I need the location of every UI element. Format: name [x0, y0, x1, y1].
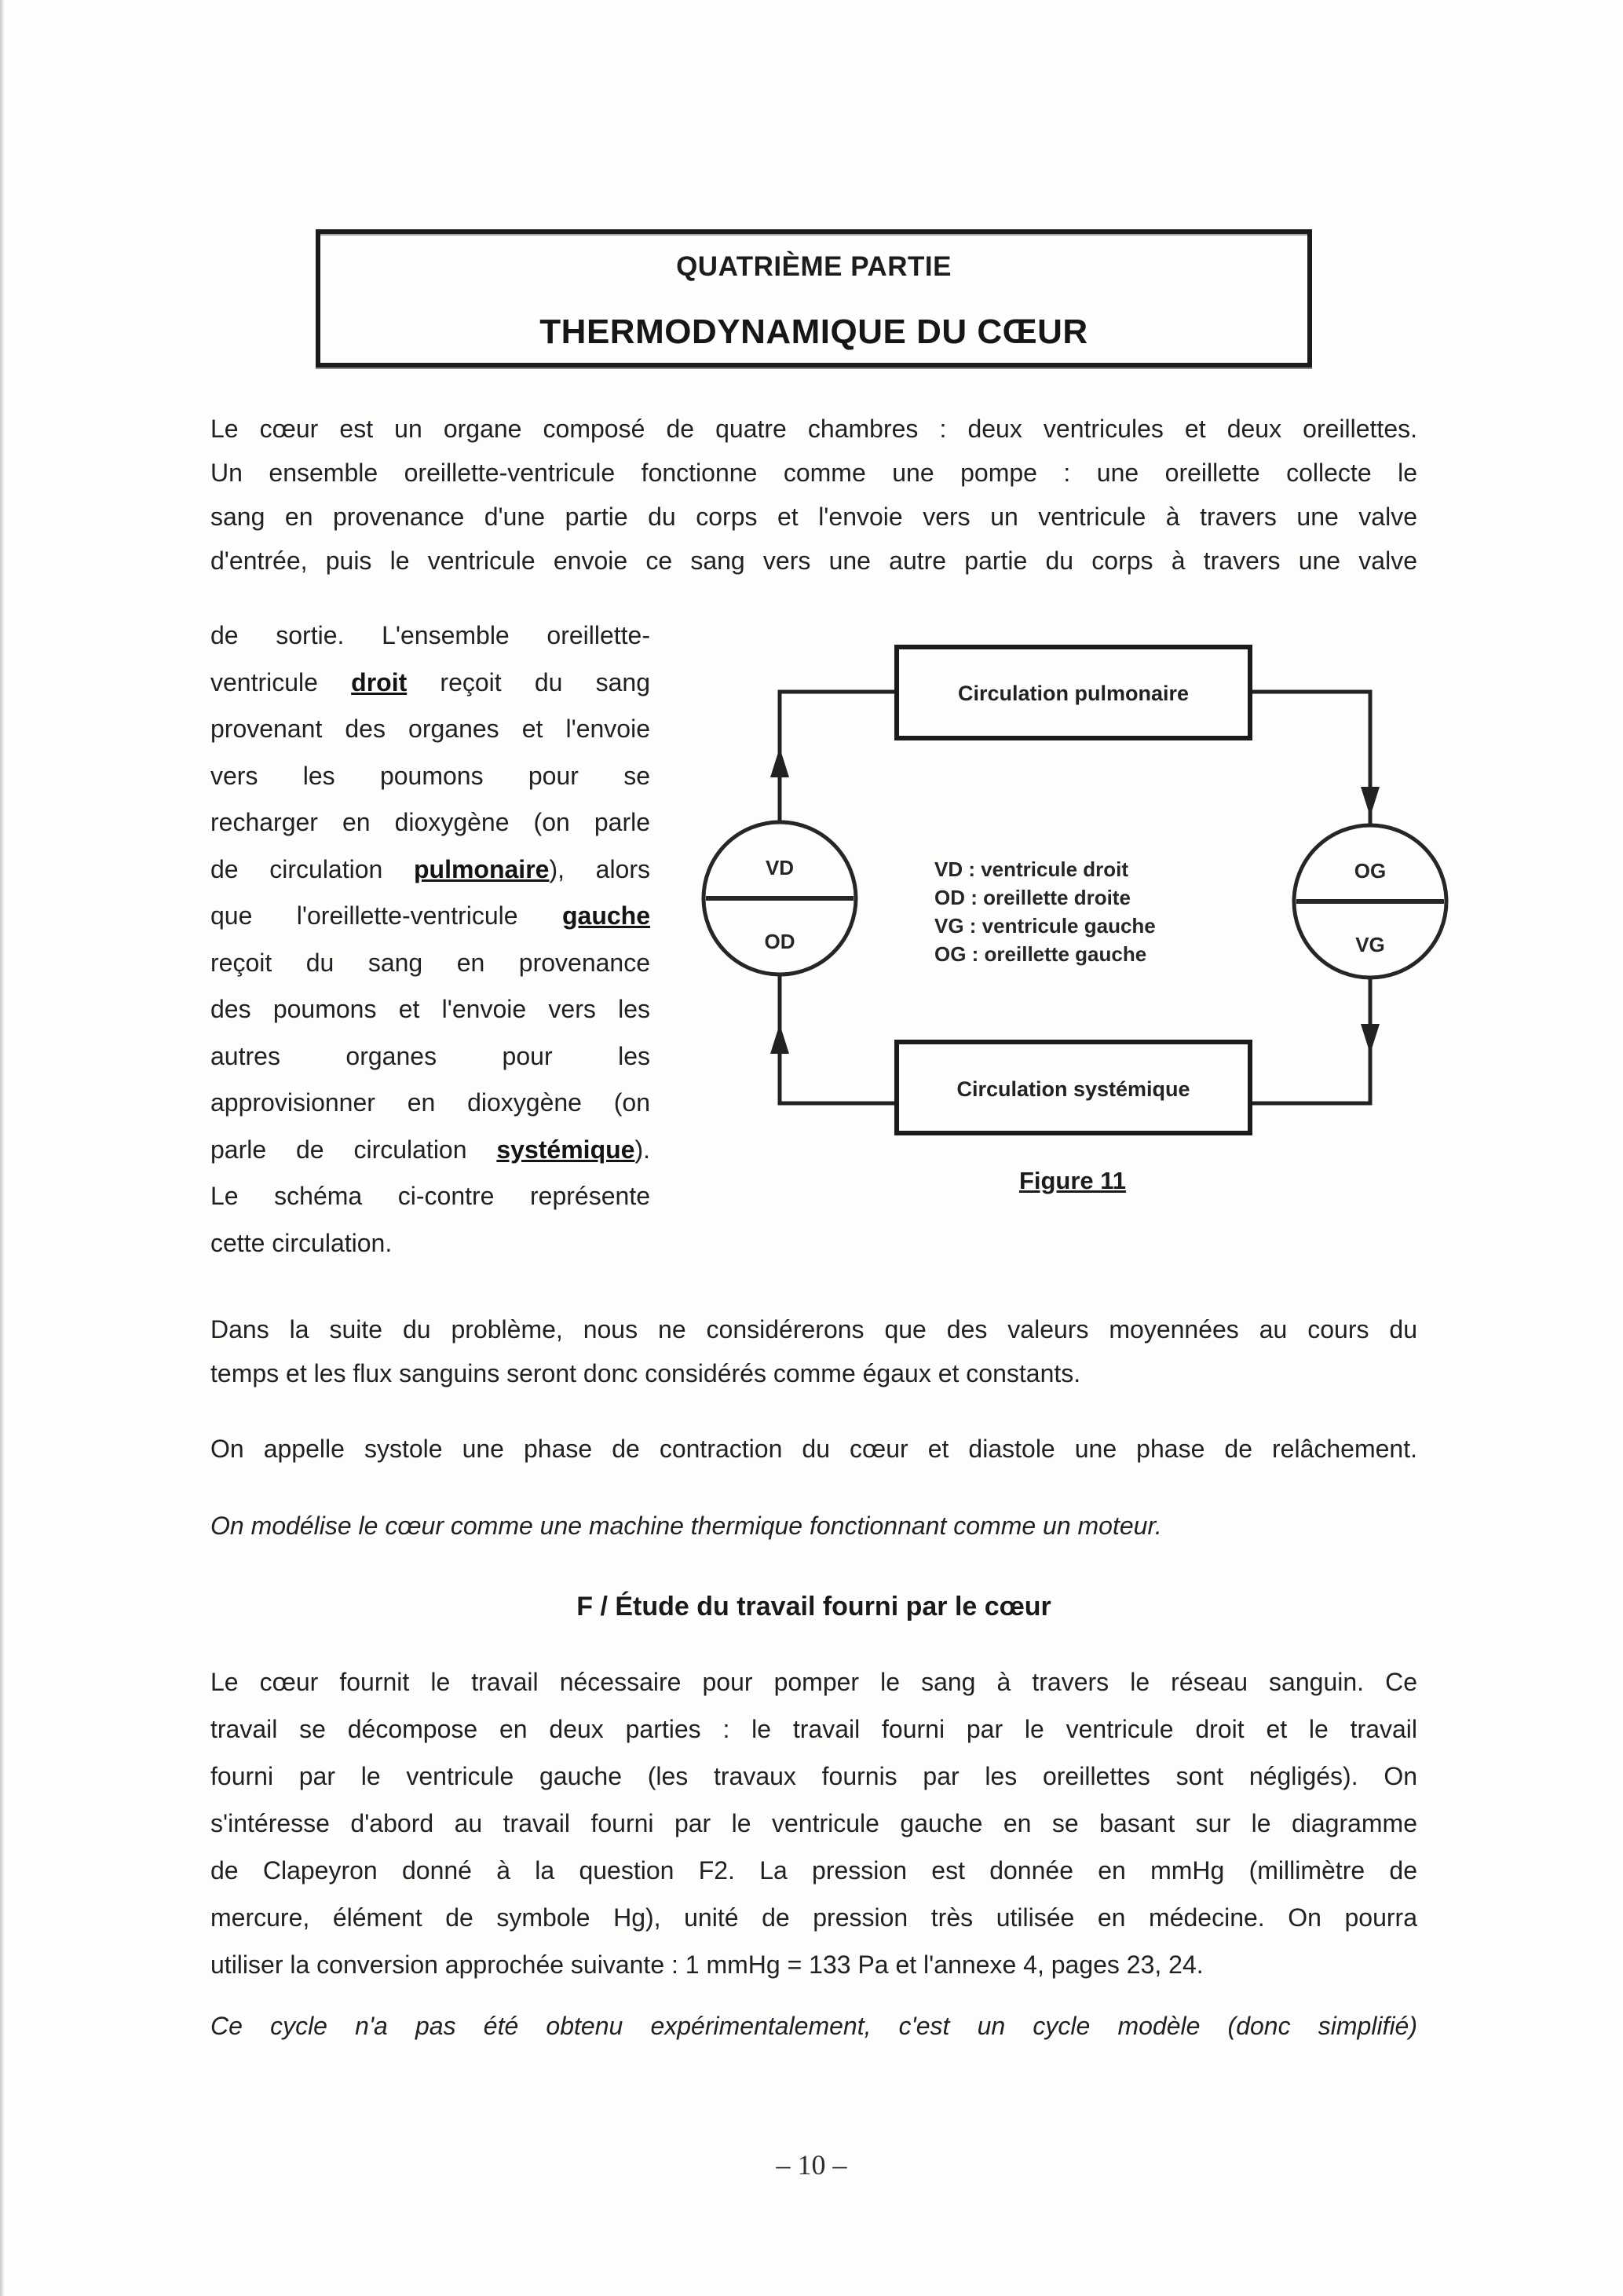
connector-vg-to-systemic — [1250, 978, 1370, 1103]
text-line: travail se décompose en deux parties : le travail fourni par le ventricule droit et le travail — [210, 1715, 1417, 1743]
text-line: des poumons et l'envoie vers les — [210, 995, 650, 1023]
underlined-word-droit: droit — [351, 667, 408, 696]
text-line: temps et les flux sanguins seront donc considérés comme égaux et constants. — [210, 1359, 1081, 1387]
text-line: approvisionner en dioxygène (on — [210, 1088, 650, 1117]
legend-line-og: OG : oreillette gauche — [934, 942, 1147, 966]
text-line: provenant des organes et l'envoie — [210, 715, 650, 743]
text-line: On modélise le cœur comme une machine thermique fonctionnant comme un moteur. — [210, 1512, 1162, 1540]
paragraph-model-cycle — [210, 2002, 1417, 2049]
page-number: – 10 – — [776, 2149, 847, 2181]
text-line: s'intéresse d'abord au travail fourni par le ventricule gauche en se basant sur le diagramme — [210, 1809, 1417, 1837]
paragraph-work-study — [210, 1658, 1417, 1988]
text-line: de sortie. L'ensemble oreillette- — [210, 621, 650, 649]
connector-systemic-to-od — [780, 975, 895, 1103]
underlined-word-gauche: gauche — [561, 901, 650, 930]
text-line: de Clapeyron donné à la question F2. La pression est donnée en mmHg (millimètre de — [210, 1856, 1417, 1885]
text-and-figure-row — [210, 612, 1417, 1267]
text-line: d'entrée, puis le ventricule envoie ce sang vers une autre partie du corps à travers une valve — [210, 547, 1417, 575]
text-line: On appelle systole une phase de contraction du cœur et diastole une phase de relâchement. — [210, 1435, 1417, 1463]
text-line: Ce cycle n'a pas été obtenu expérimentalement, c'est un cycle modèle (donc simplifié) — [210, 2012, 1417, 2040]
paragraph-heat-engine-model — [210, 1504, 1417, 1548]
text-line: recharger en dioxygène (on parle — [210, 808, 650, 836]
text-line: que l'oreillette-ventricule gauche — [210, 901, 650, 930]
left-column-text — [210, 612, 650, 1267]
text-line: de circulation pulmonaire), alors — [210, 854, 650, 883]
scan-edge-artifact — [0, 0, 5, 2296]
underlined-word-pulmonaire: pulmonaire — [413, 854, 550, 883]
vg-label: VG — [1355, 933, 1385, 956]
paragraph-mean-values — [210, 1307, 1417, 1395]
figure-caption: Figure 11 — [1018, 1167, 1127, 1194]
text-line: Dans la suite du problème, nous ne considérerons que des valeurs moyennées au cours du — [210, 1315, 1417, 1344]
text-line: ventricule droit reçoit du sang — [210, 667, 651, 696]
legend-line-vg: VG : ventricule gauche — [934, 914, 1156, 938]
arrow-down-icon — [1361, 1024, 1380, 1054]
text-line: parle de circulation systémique). — [210, 1135, 650, 1164]
part-title: QUATRIÈME PARTIE — [676, 251, 952, 282]
connector-pulmonary-to-og — [1250, 692, 1370, 824]
vd-label: VD — [765, 856, 795, 879]
text-line: mercure, élément de symbole Hg), unité de pression très utilisée en médecine. On pourra — [210, 1903, 1417, 1932]
text-line: Un ensemble oreillette-ventricule fonctionne comme une pompe : une oreillette collecte le — [210, 459, 1417, 487]
text-line: Le cœur est un organe composé de quatre chambres : deux ventricules et deux oreillettes. — [210, 415, 1417, 443]
part-subtitle: THERMODYNAMIQUE DU CŒUR — [539, 313, 1088, 351]
text-line: Le cœur fournit le travail nécessaire pour pomper le sang à travers le réseau sanguin. Ce — [210, 1668, 1417, 1696]
connector-vd-to-pulmonary — [780, 692, 895, 821]
text-line: utiliser la conversion approchée suivante : 1 mmHg = 133 Pa et l'annexe 4, pages 23, 24. — [210, 1951, 1204, 1979]
og-label: OG — [1354, 859, 1387, 883]
text-line: cette circulation. — [210, 1228, 393, 1257]
figure-11 — [666, 612, 1455, 1267]
text-line: Le schéma ci-contre représente — [210, 1182, 650, 1210]
text-line: autres organes pour les — [210, 1041, 650, 1070]
text-line: reçoit du sang en provenance — [210, 948, 650, 977]
pulmonary-circulation-label: Circulation pulmonaire — [957, 682, 1190, 705]
underlined-word-systemique: systémique — [496, 1135, 635, 1164]
title-box — [316, 229, 1312, 367]
section-heading-f: F / Étude du travail fourni par le cœur — [576, 1592, 1051, 1621]
od-label: OD — [764, 930, 795, 953]
legend-line-vd: VD : ventricule droit — [934, 857, 1129, 881]
arrow-up-icon — [770, 1024, 789, 1054]
paragraph-systole-diastole — [210, 1427, 1417, 1471]
arrow-up-icon — [770, 748, 789, 777]
paragraph-intro — [210, 407, 1417, 583]
systemic-circulation-label: Circulation systémique — [956, 1077, 1190, 1101]
legend-line-od: OD : oreillette droite — [934, 886, 1131, 909]
arrow-down-icon — [1361, 787, 1380, 817]
circulation-diagram — [666, 612, 1455, 1217]
text-line: sang en provenance d'une partie du corps et l'envoie vers un ventricule à travers une valve — [210, 503, 1417, 531]
text-line: fourni par le ventricule gauche (les travaux fournis par les oreillettes sont négligés). On — [210, 1762, 1417, 1790]
text-line: vers les poumons pour se — [210, 761, 650, 790]
